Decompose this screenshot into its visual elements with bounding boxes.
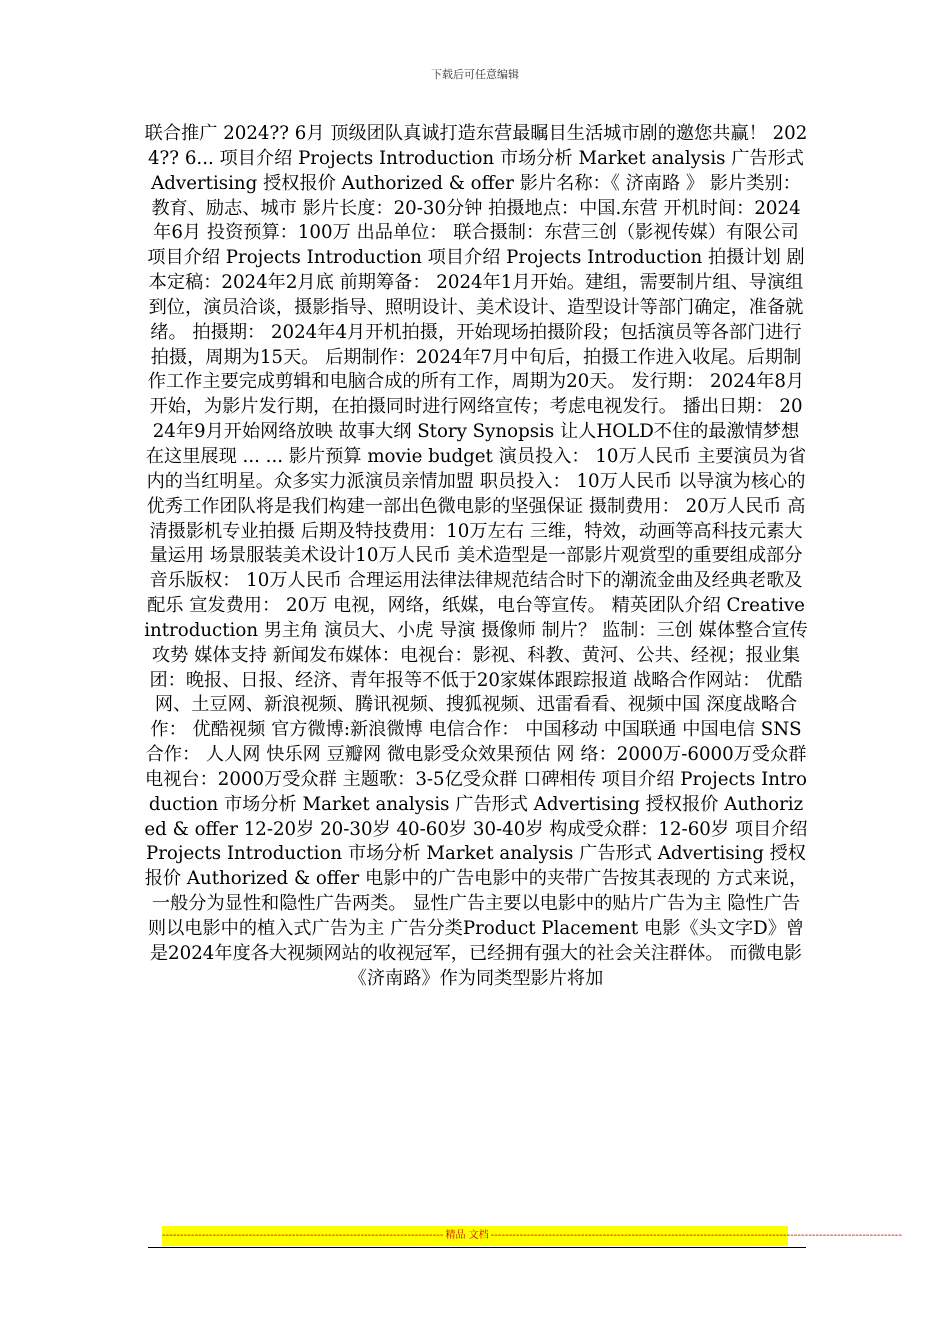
footer-label: 精品 文档 xyxy=(445,1230,489,1241)
footer-dashes-left: ------------------------------------------------------------------------------ xyxy=(162,1230,444,1241)
footer-divider xyxy=(148,1247,806,1248)
footer-banner xyxy=(162,1226,903,1246)
page-header-note: 下载后可任意编辑 xyxy=(431,68,519,81)
document-body-text: 联合推广 2024?? 6月 顶级团队真诚打造东营最瞩目生活城市剧的邀您共赢！ 2024?? 6... 项目介绍 Projects Introduction 市场分析 Market analysis 广告形式 Advertising 授权报价 Authorized & offer 影片名称：《 济南路 》 影片类别：教育、励志、城市 影片长度：20-30分钟 拍摄地点：中国.东营 开机时间：2024年6月 投资预算：100万 出品单位： 联合摄制：东营三创（影视传媒）有限公司 项目介绍 Projects Introduction 项目介绍 Projects Introduction 拍摄计划 剧本定稿：2024年2月底 前期筹备： 2024年1月开始。建组，需要制片组、导演组到位，演员洽谈，摄影指导、照明设计、美术设计、造型设计等部门确定，准备就绪。 拍摄期： 2024年4月开机拍摄，开始现场拍摄阶段；包括演员等各部门进行拍摄，周期为15天。 后期制作：2024年7月中旬后，拍摄工作进入收尾。后期制作工作主要完成剪辑和电脑合成的所有工作，周期为20天。 发行期： 2024年8月开始，为影片发行期，在拍摄同时进行网络宣传；考虑电视发行。 播出日期： 2024年9月开始网络放映 故事大纲 Story Synopsis 让人HOLD不住的最激情梦想在这里展现 ... ... 影片预算 movie budget 演员投入： 10万人民币 主要演员为省内的当红明星。众多实力派演员亲情加盟 职员投入： 10万人民币 以导演为核心的优秀工作团队将是我们构建一部出色微电影的坚强保证 摄制费用： 20万人民币 高清摄影机专业拍摄 后期及特技费用：10万左右 三维，特效，动画等高科技元素大量运用 场景服装美术设计10万人民币 美术造型是一部影片观赏型的重要组成部分 音乐版权： 10万人民币 合理运用法律法律规范结合时下的潮流金曲及经典老歌及配乐 宣发费用： 20万 电视，网络，纸媒，电台等宣传。 精英团队介绍 Creative introduction 男主角 演员大、小虎 导演 摄像师 制片？ 监制：三创 媒体整合宣传攻势 媒体支持 新闻发布媒体：电视台：影视、科教、黄河、公共、经视；报业集团：晚报、日报、经济、青年报等不低于20家媒体跟踪报道 战略合作网站： 优酷网、土豆网、新浪视频、腾讯视频、搜狐视频、迅雷看看、视频中国 深度战略合作： 优酷视频 官方微博:新浪微博 电信合作： 中国移动 中国联通 中国电信 SNS合作： 人人网 快乐网 豆瓣网 微电影受众效果预估 网 络：2000万-6000万受众群 电视台：2000万受众群 主题歌：3-5亿受众群 口碑相传 项目介绍 Projects Introduction 市场分析 Market analysis 广告形式 Advertising 授权报价 Authorized & offer 12-20岁 20-30岁 40-60岁 30-40岁 构成受众群：12-60岁 项目介绍 Projects Introduction 市场分析 Market analysis 广告形式 Advertising 授权报价 Authorized & offer 电影中的广告电影中的夹带广告按其表现的 方式来说，一般分为显性和隐性广告两类。 显性广告主要以电影中的贴片广告为主 隐性广告则以电影中的植入式广告为主 广告分类Product Placement 电影《头文字D》曾是2024年度各大视频网站的收视冠军，已经拥有强大的社会关注群体。 而微电影《济南路》作为同类型影片将加 xyxy=(144,123,808,989)
footer-dashes-right: ------------------------------------------------------------------------------------------------------------------ xyxy=(490,1230,903,1241)
